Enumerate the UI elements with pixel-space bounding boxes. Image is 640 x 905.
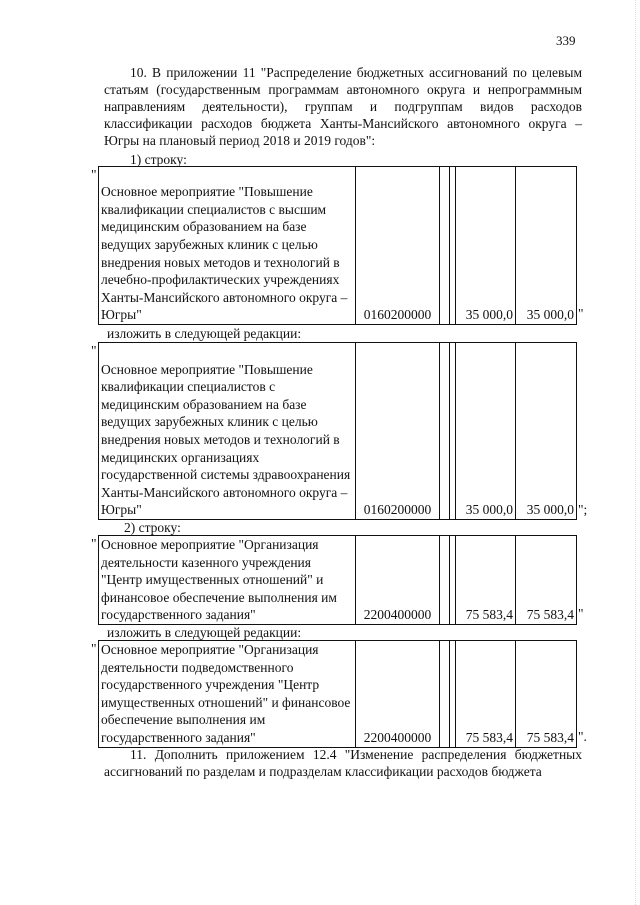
close-quote: " — [578, 306, 584, 321]
replace-label-1: изложить в следующей редакции: — [107, 326, 302, 341]
row-value-2018: 35 000,0 — [456, 343, 516, 520]
row-value-2018: 35 000,0 — [456, 167, 516, 325]
empty-cell — [440, 641, 450, 748]
open-quote: " — [91, 343, 97, 358]
close-quote: ". — [578, 729, 587, 744]
row-code: 0160200000 — [356, 167, 440, 325]
table-row-2-new — [98, 640, 577, 748]
row-value-2018: 75 583,4 — [456, 641, 516, 748]
row-value-2019: 75 583,4 — [516, 641, 577, 748]
scan-margin — [629, 0, 636, 905]
row-description: Основное мероприятие "Повышение квалификации специалистов с высшим медицинским образованием на базе ведущих зарубежных клиник с целью внедрения новых методов и технологий в лечебно-профилактических учреждениях Ханты-Мансийского автономного округа – Югры" — [99, 167, 356, 325]
row-description: Основное мероприятие "Повышение квалификации специалистов с медицинским образованием на базе ведущих зарубежных клиник с целью внедрения новых методов и технологий в медицинских организациях государственной системы здравоохранения Ханты-Мансийского автономного округа – Югры" — [99, 343, 356, 520]
empty-cell — [440, 167, 450, 325]
row-value-2019: 75 583,4 — [516, 536, 577, 625]
row-code: 2200400000 — [356, 536, 440, 625]
row-description: Основное мероприятие "Организация деятельности казенного учреждения "Центр имущественных отношений" и финансовое обеспечение выполнения им государственного задания" — [99, 536, 356, 625]
close-quote: " — [578, 606, 584, 621]
replace-label-2: изложить в следующей редакции: — [107, 625, 302, 640]
table-row-1-old — [98, 166, 577, 325]
page-number: 339 — [556, 33, 576, 48]
row-code: 0160200000 — [356, 343, 440, 520]
subitem-2-label: 2) строку: — [124, 520, 181, 535]
row-code: 2200400000 — [356, 641, 440, 748]
row-value-2019: 35 000,0 — [516, 343, 577, 520]
empty-cell — [440, 536, 450, 625]
row-value-2019: 35 000,0 — [516, 167, 577, 325]
empty-cell — [440, 343, 450, 520]
close-quote: "; — [578, 502, 588, 517]
subitem-1-label: 1) строку: — [130, 152, 187, 167]
item-11-paragraph: 11. Дополнить приложением 12.4 "Изменение распределения бюджетных ассигнований по разделам и подразделам классификации расходов бюджета — [104, 747, 582, 779]
row-description: Основное мероприятие "Организация деятельности подведомственного государственного учреждения "Центр имущественных отношений" и финансовое обеспечение выполнения им государственного задания" — [99, 641, 356, 748]
open-quote: " — [91, 167, 97, 182]
table-row-2-old — [98, 535, 577, 625]
table-row-1-new — [98, 342, 577, 520]
row-value-2018: 75 583,4 — [456, 536, 516, 625]
open-quote: " — [91, 641, 97, 656]
item-10-paragraph: 10. В приложении 11 "Распределение бюджетных ассигнований по целевым статьям (государственным программам автономного округа и непрограммным направлениям деятельности), группам и подгруппам видов расходов классификации расходов бюджета Ханты-Мансийского автономного округа – Югры на плановый период 2018 и 2019 годов": — [104, 65, 582, 148]
open-quote: " — [91, 536, 97, 551]
